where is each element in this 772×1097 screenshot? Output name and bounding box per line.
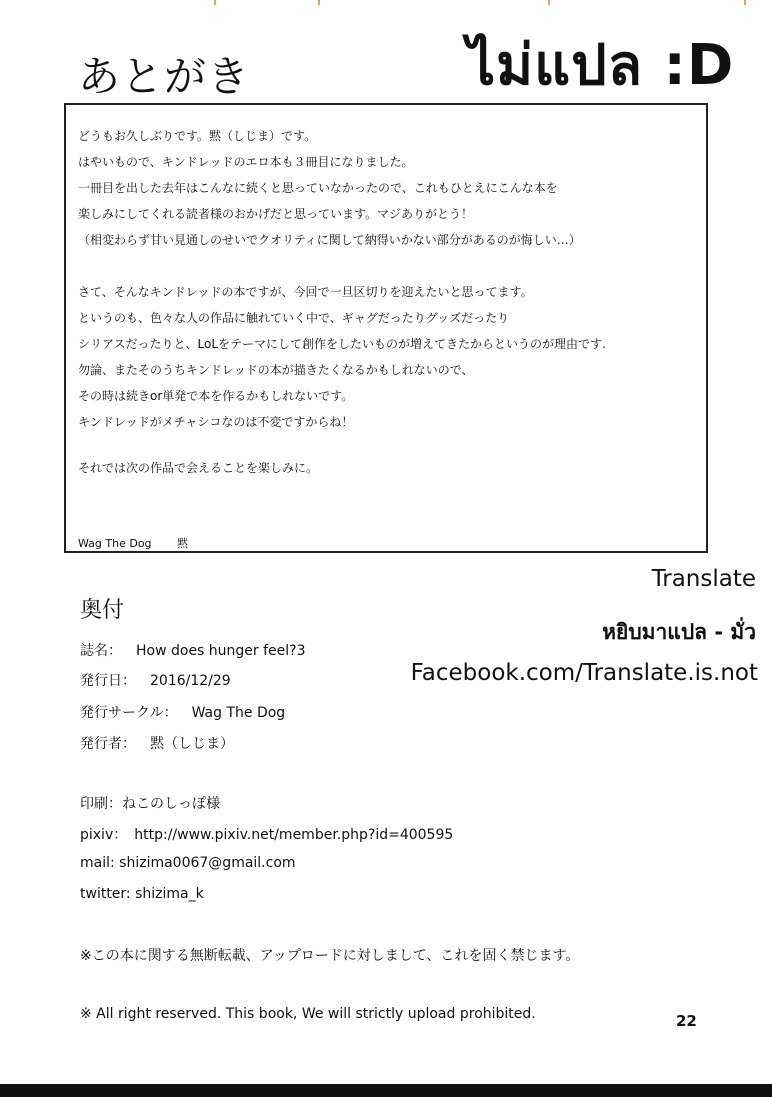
text-line: どうもお久しぶりです。黙（しじま）です。 bbox=[78, 129, 317, 143]
colophon-row-circle bbox=[80, 702, 285, 722]
signature-circle: Wag The Dog bbox=[78, 537, 152, 550]
colophon-row-publisher bbox=[80, 733, 234, 753]
colophon-label: 発行サークル： bbox=[80, 705, 178, 721]
translate-label: Translate bbox=[651, 566, 756, 592]
text-line: （相変わらず甘い見通しのせいでクオリティに関して納得いかない部分があるのが悔しい…） bbox=[78, 233, 581, 247]
colophon-label: 誌名： bbox=[80, 643, 122, 659]
text-line: 一冊目を出した去年はこんなに続くと思っていなかったので、これもひとえにこんな本を bbox=[78, 181, 558, 195]
translator-name: หยิบมาแปล - มั่ว bbox=[602, 620, 756, 644]
top-edge-decoration bbox=[0, 0, 772, 6]
colophon-row-title bbox=[80, 640, 306, 660]
text-line: というのも、色々な人の作品に触れていく中で、ギャグだったりグッズだったり bbox=[78, 311, 510, 325]
colophon-value: Wag The Dog bbox=[191, 705, 286, 721]
translator-link[interactable]: Facebook.com/Translate.is.not bbox=[410, 660, 758, 686]
text-line: はやいもので、キンドレッドのエロ本も３冊目になりました。 bbox=[78, 155, 414, 169]
text-line: 勿論、またそのうちキンドレッドの本が描きたくなるかもしれないので、 bbox=[78, 363, 474, 377]
bottom-bar bbox=[0, 1084, 772, 1097]
afterword-paragraph-1 bbox=[78, 123, 581, 253]
colophon-value: 黙（しじま） bbox=[150, 736, 234, 752]
afterword-paragraph-2 bbox=[78, 279, 606, 435]
text-line: シリアスだったりと、LoLをテーマにして創作をしたいものが増えてきたからというのが理由です. bbox=[78, 337, 606, 351]
twitter-handle[interactable]: twitter: shizima_k bbox=[80, 886, 204, 902]
copyright-notice-en: ※ All right reserved. This book, We will strictly upload prohibited. bbox=[80, 1006, 536, 1022]
colophon-label: 発行日： bbox=[80, 673, 136, 689]
signature bbox=[78, 535, 188, 551]
colophon-title: 奥付 bbox=[80, 598, 125, 623]
text-line: それでは次の作品で会えることを楽しみに。 bbox=[78, 461, 319, 475]
thai-title: ไม่แปล :D bbox=[467, 33, 735, 98]
colophon-value: 2016/12/29 bbox=[150, 673, 231, 689]
colophon-value: How does hunger feel?3 bbox=[136, 643, 306, 659]
afterword-paragraph-3 bbox=[78, 455, 318, 481]
pixiv-link[interactable]: pixiv： http://www.pixiv.net/member.php?id=400595 bbox=[80, 827, 454, 843]
text-line: 楽しみにしてくれる読者様のおかげだと思っています。マジありがとう！ bbox=[78, 207, 474, 221]
afterword-box bbox=[64, 103, 708, 553]
text-line: さて、そんなキンドレッドの本ですが、今回で一旦区切りを迎えたいと思ってます。 bbox=[78, 285, 533, 299]
page-number: 22 bbox=[676, 1012, 697, 1030]
mail-address[interactable]: mail: shizima0067@gmail.com bbox=[80, 855, 296, 871]
print-credit: 印刷：ねこのしっぽ様 bbox=[80, 796, 220, 812]
text-line: キンドレッドがメチャシコなのは不変ですからね！ bbox=[78, 415, 354, 429]
colophon-row-date bbox=[80, 670, 231, 690]
copyright-notice-jp: ※この本に関する無断転載、アップロードに対しまして、これを固く禁じます。 bbox=[80, 948, 580, 964]
signature-author: 黙 bbox=[177, 537, 189, 550]
colophon-label: 発行者： bbox=[80, 736, 136, 752]
text-line: その時は続きor単発で本を作るかもしれないです。 bbox=[78, 389, 354, 403]
afterword-title: あとがき bbox=[78, 52, 251, 101]
